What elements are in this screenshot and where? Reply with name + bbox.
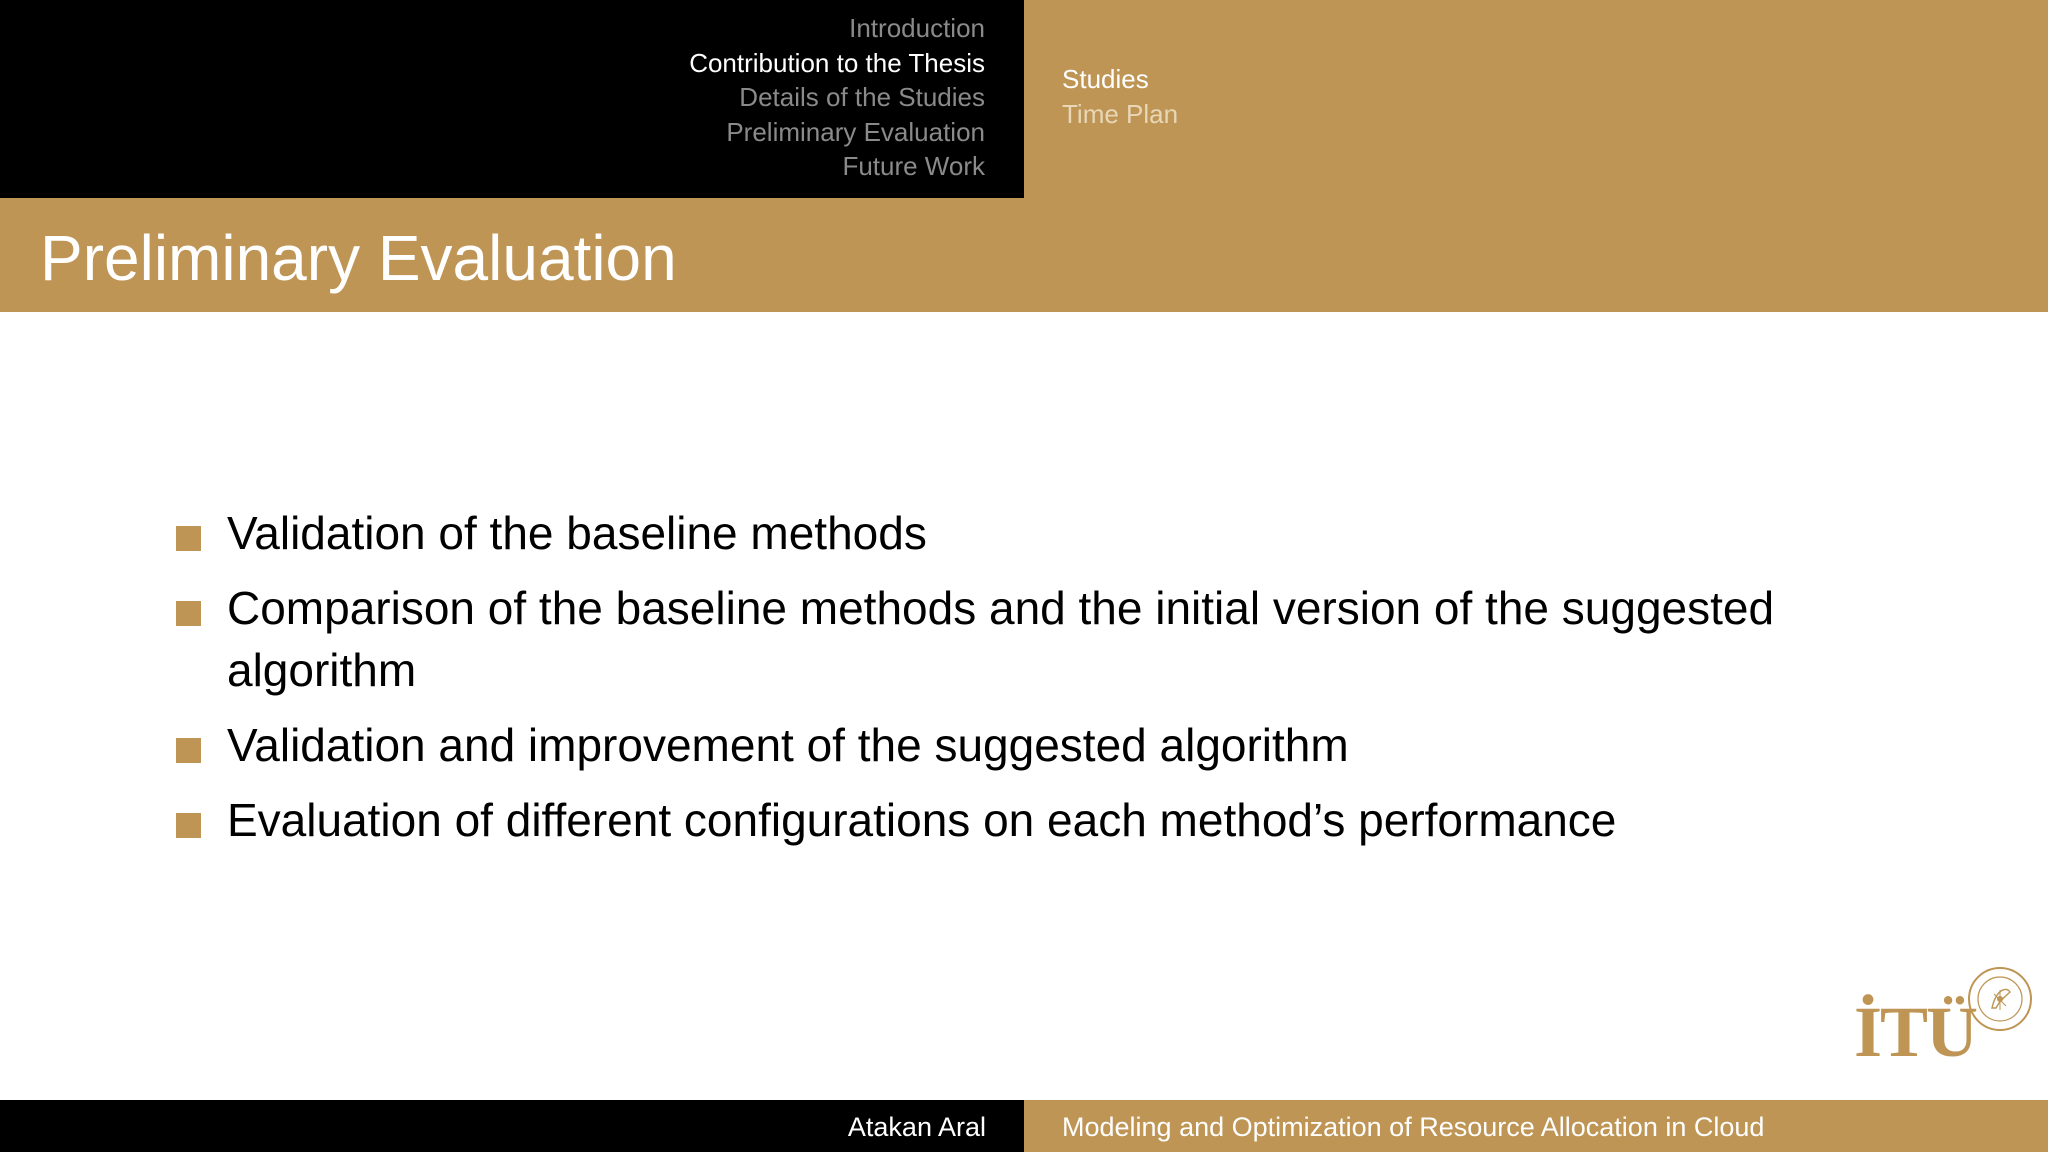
bullet-item	[176, 789, 1936, 851]
square-bullet-icon	[176, 526, 201, 551]
footer-author-panel	[0, 1100, 1024, 1152]
university-seal-icon	[1969, 968, 2031, 1030]
footer-title-panel	[1024, 1100, 2048, 1152]
square-bullet-icon	[176, 738, 201, 763]
itu-logo-text: İTÜ	[1854, 992, 1977, 1060]
nav-section-contribution[interactable]: Contribution to the Thesis	[689, 47, 985, 78]
itu-logo	[1850, 950, 2040, 1060]
header-subsections-panel	[1024, 0, 2048, 198]
footer-author: Atakan Aral	[847, 1112, 986, 1142]
bullet-text: Comparison of the baseline methods and the initial version of the suggested algorithm	[227, 582, 1775, 696]
header-sections-panel	[0, 0, 1024, 198]
square-bullet-icon	[176, 601, 201, 626]
nav-section-introduction[interactable]: Introduction	[849, 13, 985, 43]
square-bullet-icon	[176, 813, 201, 838]
slide-title: Preliminary Evaluation	[40, 222, 677, 294]
bullet-text: Validation and improvement of the suggested algorithm	[227, 719, 1349, 771]
bullet-item	[176, 714, 1936, 776]
bullet-text: Validation of the baseline methods	[227, 507, 927, 559]
frame-title-bar	[0, 198, 2048, 312]
bullet-item	[176, 577, 1936, 701]
section-navigation	[689, 11, 985, 184]
nav-section-future-work[interactable]: Future Work	[842, 151, 985, 181]
footer-short-title: Modeling and Optimization of Resource Allocation in Cloud	[1062, 1112, 1765, 1142]
nav-section-preliminary-evaluation[interactable]: Preliminary Evaluation	[726, 116, 985, 147]
nav-section-details[interactable]: Details of the Studies	[739, 82, 985, 112]
subsection-navigation	[1062, 62, 1178, 131]
bullet-text: Evaluation of different configurations on each method’s performance	[227, 794, 1617, 846]
bullet-list	[176, 502, 1936, 864]
nav-subsection-time-plan[interactable]: Time Plan	[1062, 98, 1179, 129]
bullet-item	[176, 502, 1936, 564]
nav-subsection-studies[interactable]: Studies	[1062, 64, 1149, 94]
